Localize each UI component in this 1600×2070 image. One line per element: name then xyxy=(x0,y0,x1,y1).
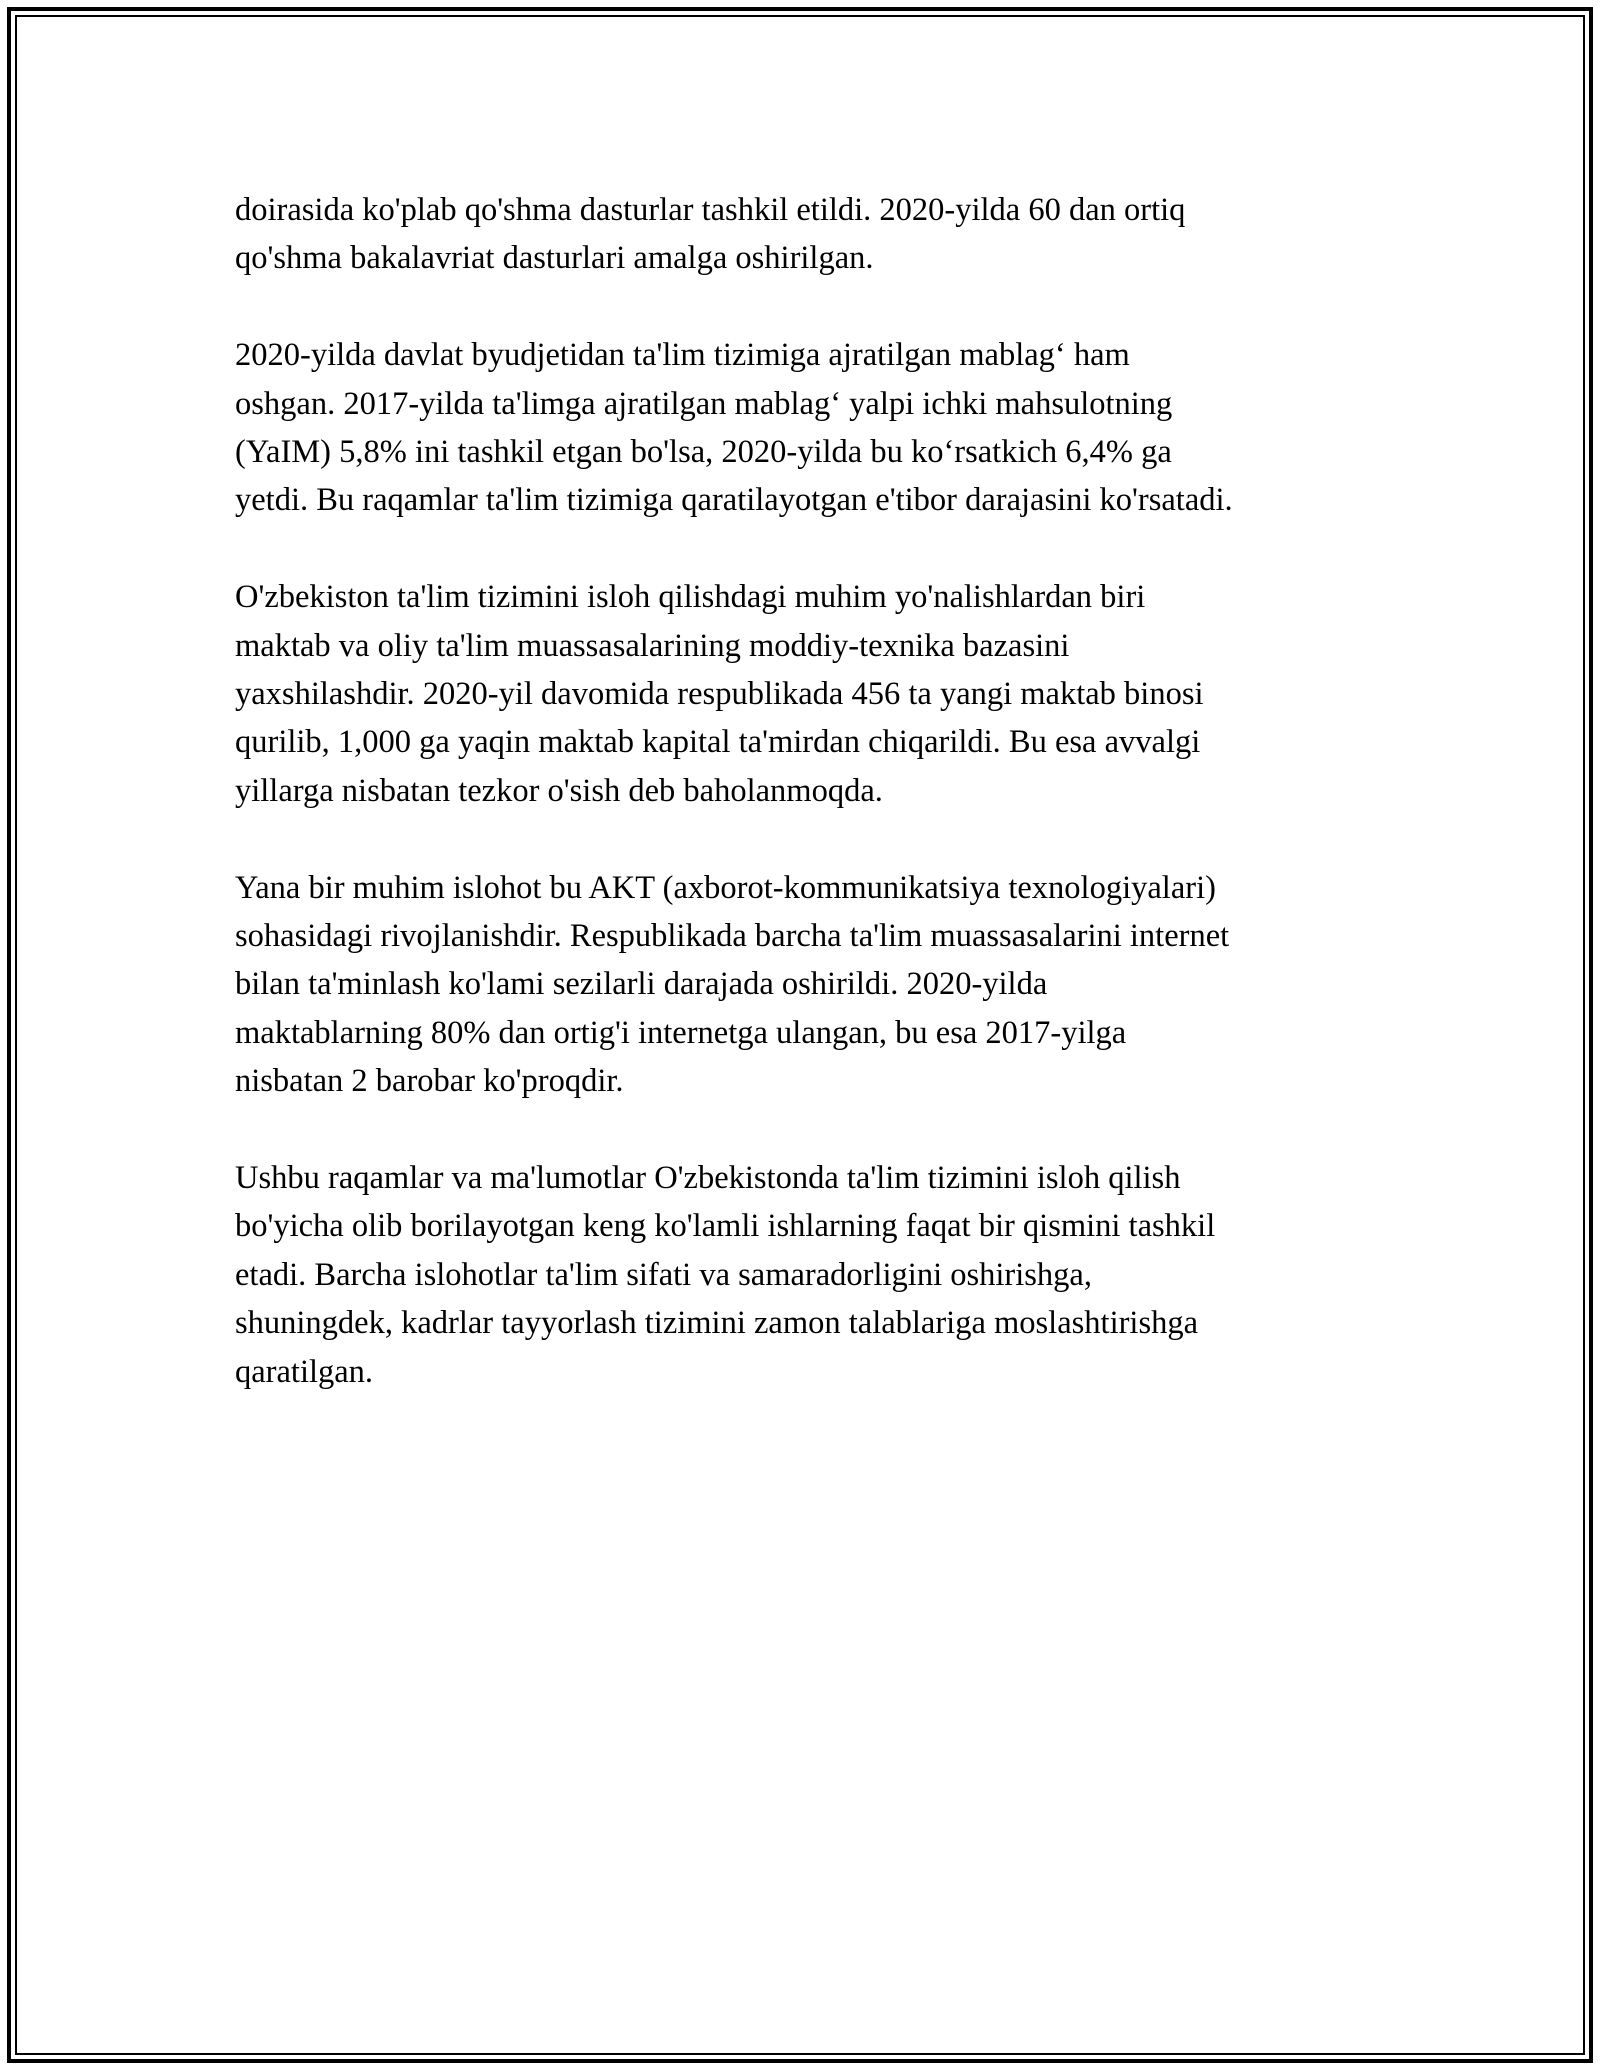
text-line: 2020-yilda davlat byudjetidan ta'lim tizimiga ajratilgan mablag‘ ham xyxy=(235,337,1130,374)
text-line: bo'yicha olib borilayotgan keng ko'lamli ishlarning faqat bir qismini tashkil xyxy=(235,1208,1216,1245)
text-line: Yana bir muhim islohot bu AKT (axborot-kommunikatsiya texnologiyalari) xyxy=(235,869,1216,906)
text-line: maktab va oliy ta'lim muassasalarining moddiy-texnika bazasini xyxy=(235,627,1070,664)
text-line: yaxshilashdir. 2020-yil davomida respublikada 456 ta yangi maktab binosi xyxy=(235,676,1204,713)
text-line: yetdi. Bu raqamlar ta'lim tizimiga qaratilayotgan e'tibor darajasini ko'rsatadi. xyxy=(235,482,1233,519)
paragraph-3 xyxy=(235,573,1375,815)
paragraph-1 xyxy=(235,186,1375,283)
text-line: qo'shma bakalavriat dasturlari amalga oshirilgan. xyxy=(235,240,874,277)
text-line: etadi. Barcha islohotlar ta'lim sifati va samaradorligini oshirishga, xyxy=(235,1256,1092,1293)
text-line: doirasida ko'plab qo'shma dasturlar tashkil etildi. 2020-yilda 60 dan ortiq xyxy=(235,192,1186,228)
text-line: nisbatan 2 barobar ko'proqdir. xyxy=(235,1063,624,1100)
text-line: yillarga nisbatan tezkor o'sish deb baholanmoqda. xyxy=(235,772,883,809)
text-line: (YaIM) 5,8% ini tashkil etgan bo'lsa, 2020-yilda bu ko‘rsatkich 6,4% ga xyxy=(235,434,1172,471)
text-line: bilan ta'minlash ko'lami sezilarli darajada oshirildi. 2020-yilda xyxy=(235,966,1048,1003)
document-body xyxy=(235,186,1375,1444)
text-line: sohasidagi rivojlanishdir. Respublikada barcha ta'lim muassasalarini internet xyxy=(235,918,1230,955)
text-line: O'zbekiston ta'lim tizimini isloh qilishdagi muhim yo'nalishlardan biri xyxy=(235,579,1146,616)
text-line: Ushbu raqamlar va ma'lumotlar O'zbekistonda ta'lim tizimini isloh qilish xyxy=(235,1160,1181,1197)
paragraph-4 xyxy=(235,864,1375,1106)
paragraph-2 xyxy=(235,331,1375,525)
text-line: qaratilgan. xyxy=(235,1353,374,1390)
paragraph-5 xyxy=(235,1154,1375,1396)
text-line: shuningdek, kadrlar tayyorlash tizimini zamon talablariga moslashtirishga xyxy=(235,1305,1199,1342)
text-line: oshgan. 2017-yilda ta'limga ajratilgan mablag‘ yalpi ichki mahsulotning xyxy=(235,385,1173,422)
text-line: maktablarning 80% dan ortig'i internetga ulangan, bu esa 2017-yilga xyxy=(235,1014,1127,1051)
text-line: qurilib, 1,000 ga yaqin maktab kapital ta'mirdan chiqarildi. Bu esa avvalgi xyxy=(235,724,1201,761)
